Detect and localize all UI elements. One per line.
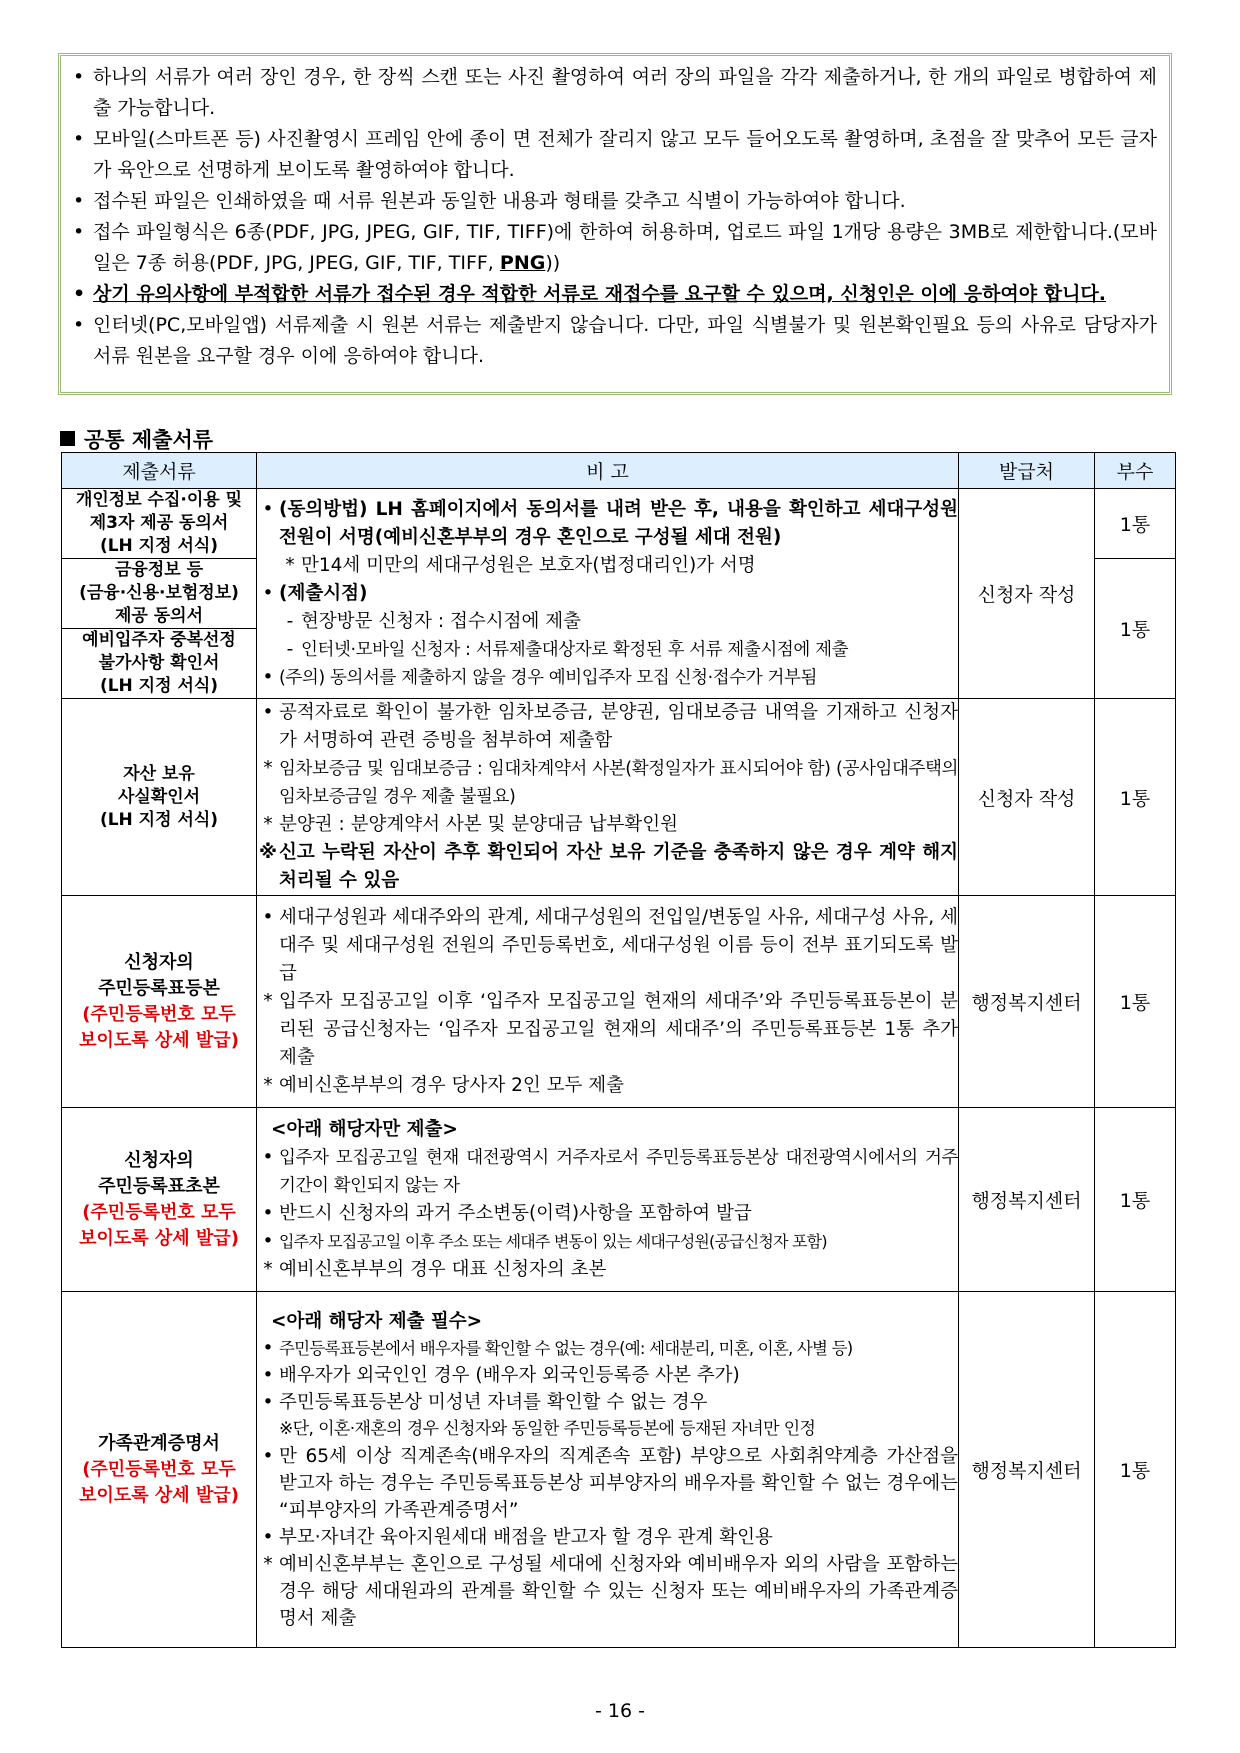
notice-item: • 인터넷(PC,모바일앱) 서류제출 시 원본 서류는 제출받지 않습니다. 다만, 파일 식별불가 및 원본확인필요 등의 사유로 담당자가 서류 원본을 요구할 경우 이에 응하여야 합니다. (73, 314, 1157, 367)
page-number: - 16 - (595, 1700, 645, 1722)
remarks-cell: • (동의방법) LH 홈페이지에서 동의서를 내려 받은 후, 내용을 확인하고 세대구성원 전원이 서명(예비신혼부부의 경우 혼인으로 구성될 세대 전원) * 만14세 미만의 세대구성원은 보호자(법정대리인)가 서명 • (제출시점) - 현장방문 신청자 : 접수시점에 제출 - 인터넷·모바일 신청자 : 서류제출대상자로 확정된 후 서류 제출시점에 제출 • (주의) 동의서를 제출하지 않을 경우 예비입주자 모집 신청·접수가 거부됨 (257, 489, 959, 699)
remarks-cell: <아래 해당자만 제출> • 입주자 모집공고일 현재 대전광역시 거주자로서 주민등록표등본상 대전광역시에서의 거주기간이 확인되지 않는 자 • 반드시 신청자의 과거 주소변동(이력)사항을 포함하여 발급 • 입주자 모집공고일 이후 주소 또는 세대주 변동이 있는 세대구성원(공급신청자 포함) * 예비신혼부부의 경우 대표 신청자의 초본 (257, 1108, 959, 1292)
count-cell: 1통 (1095, 559, 1176, 699)
count-cell: 1통 (1095, 1108, 1176, 1292)
doc-name: 가족관계증명서 (주민등록번호 모두 보이도록 상세 발급) (62, 1292, 257, 1648)
table-row (62, 699, 1176, 896)
notice-box (58, 53, 1172, 395)
issuer-cell: 행정복지센터 (959, 1292, 1095, 1648)
documents-table (61, 452, 1176, 1648)
doc-name: 개인정보 수집·이용 및 제3자 제공 동의서 (LH 지정 서식) (62, 489, 257, 559)
issuer-cell: 신청자 작성 (959, 699, 1095, 896)
notice-item: • 접수된 파일은 인쇄하였을 때 서류 원본과 동일한 내용과 형태를 갖추고 식별이 가능하여야 합니다. (73, 190, 906, 212)
table-row (62, 1292, 1176, 1648)
doc-name: 신청자의 주민등록표초본 (주민등록번호 모두 보이도록 상세 발급) (62, 1108, 257, 1292)
count-cell: 1통 (1095, 699, 1176, 896)
table-row (62, 1108, 1176, 1292)
remarks-cell: <아래 해당자 제출 필수> • 주민등록표등본에서 배우자를 확인할 수 없는 경우(예: 세대분리, 미혼, 이혼, 사별 등) • 배우자가 외국인인 경우 (배우자 외국인등록증 사본 추가) • 주민등록표등본상 미성년 자녀를 확인할 수 없는 경우 ※단, 이혼·재혼의 경우 신청자와 동일한 주민등록등본에 등재된 자녀만 인정 • 만 65세 이상 직계존속(배우자의 직계존속 포함) 부양으로 사회취약계층 가산점을 받고자 하는 경우는 주민등록표등본상 피부양자의 배우자를 확인할 수 없는 경우에는 “피부양자의 가족관계증명서” • 부모·자녀간 육아지원세대 배점을 받고자 할 경우 관계 확인용 * 예비신혼부부는 혼인으로 구성될 세대에 신청자와 예비배우자 외의 사람을 포함하는 경우 해당 세대원과의 관계를 확인할 수 있는 신청자 또는 예비배우자의 가족관계증명서 제출 (257, 1292, 959, 1648)
issuer-cell: 행정복지센터 (959, 1108, 1095, 1292)
header-remarks: 비 고 (257, 453, 959, 489)
notice-item: • 모바일(스마트폰 등) 사진촬영시 프레임 안에 종이 면 전체가 잘리지 않고 모두 들어오도록 촬영하며, 초점을 잘 맞추어 모든 글자가 육안으로 선명하게 보이도록 촬영하여야 합니다. (73, 128, 1157, 181)
doc-name: 예비입주자 중복선정 불가사항 확인서 (LH 지정 서식) (62, 629, 257, 699)
header-document: 제출서류 (62, 453, 257, 489)
table-row (62, 489, 1176, 559)
section-title: 공통 제출서류 (60, 424, 213, 454)
issuer-cell: 신청자 작성 (959, 489, 1095, 699)
remarks-cell: • 세대구성원과 세대주와의 관계, 세대구성원의 전입일/변동일 사유, 세대구성 사유, 세대주 및 세대구성원 전원의 주민등록번호, 세대구성원 이름 등이 전부 표기되도록 발급 * 입주자 모집공고일 이후 ‘입주자 모집공고일 현재의 세대주’와 주민등록표등본이 분리된 공급신청자는 ‘입주자 모집공고일 현재의 세대주’의 주민등록표등본 1통 추가 제출 * 예비신혼부부의 경우 당사자 2인 모두 제출 (257, 896, 959, 1108)
header-issuer: 발급처 (959, 453, 1095, 489)
notice-item: • 접수 파일형식은 6종(PDF, JPG, JPEG, GIF, TIF, TIFF)에 한하여 허용하며, 업로드 파일 1개당 용량은 3MB로 제한합니다.(모바일은 7종 허용(PDF, JPG, JPEG, GIF, TIF, TIFF, PNG)) (73, 221, 1157, 274)
notice-item-emphasis: • 상기 유의사항에 부적합한 서류가 접수된 경우 적합한 서류로 재접수를 요구할 수 있으며, 신청인은 이에 응하여야 합니다. (73, 283, 1107, 305)
count-cell: 1통 (1095, 1292, 1176, 1648)
count-cell: 1통 (1095, 896, 1176, 1108)
issuer-cell: 행정복지센터 (959, 896, 1095, 1108)
count-cell: 1통 (1095, 489, 1176, 559)
doc-name: 금융정보 등 (금융·신용·보험정보) 제공 동의서 (62, 559, 257, 629)
table-row (62, 896, 1176, 1108)
table-header-row (62, 453, 1176, 489)
remarks-cell: • 공적자료로 확인이 불가한 임차보증금, 분양권, 임대보증금 내역을 기재하고 신청자가 서명하여 관련 증빙을 첨부하여 제출함 * 임차보증금 및 임대보증금 : 임대차계약서 사본(확정일자가 표시되어야 함) (공사임대주택의 임차보증금일 경우 제출 불필요) * 분양권 : 분양계약서 사본 및 분양대금 납부확인원 ※ 신고 누락된 자산이 추후 확인되어 자산 보유 기준을 충족하지 않은 경우 계약 해지 처리될 수 있음 (257, 699, 959, 896)
doc-name: 자산 보유 사실확인서 (LH 지정 서식) (62, 699, 257, 896)
square-bullet-icon (60, 431, 75, 446)
doc-name: 신청자의 주민등록표등본 (주민등록번호 모두 보이도록 상세 발급) (62, 896, 257, 1108)
notice-item: • 하나의 서류가 여러 장인 경우, 한 장씩 스캔 또는 사진 촬영하여 여러 장의 파일을 각각 제출하거나, 한 개의 파일로 병합하여 제출 가능합니다. (73, 66, 1157, 119)
header-count: 부수 (1095, 453, 1176, 489)
